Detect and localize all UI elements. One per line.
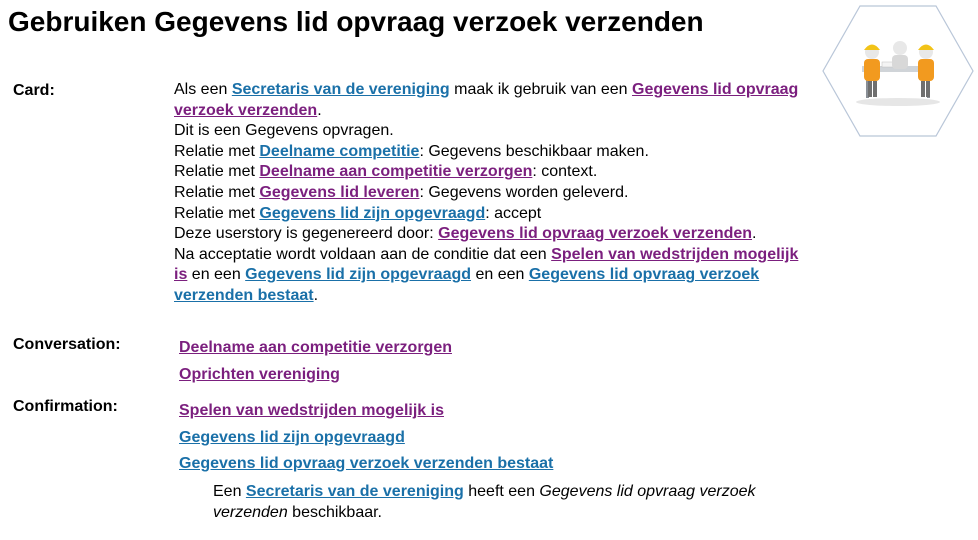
acceptance-line: Na acceptatie wordt voldaan aan de conditie dat een Spelen van wedstrijden mogelijk is en een Gegevens lid zijn opgevraagd en een Gegevens lid opvraag verzoek verzenden bestaat.: [174, 245, 799, 304]
link-deelname-competitie[interactable]: Deelname competitie: [259, 142, 420, 160]
confirmation-label: Confirmation:: [13, 398, 118, 415]
relation-line: Relatie met Gegevens lid zijn opgevraagd: accept: [174, 204, 542, 222]
link-gegevens-lid-opvraag-verzoek-verzenden[interactable]: Gegevens lid opvraag verzoek verzenden: [438, 225, 753, 243]
card-type-line: Dit is een Gegevens opvragen.: [174, 122, 394, 140]
link-deelname-aan-competitie-verzorgen[interactable]: Deelname aan competitie verzorgen: [179, 339, 452, 356]
link-gegevens-lid-opvraag-verzoek-verzenden[interactable]: Gegevens lid opvraag verzoek verzenden: [174, 81, 799, 119]
generated-by-line: Deze userstory is gegenereerd door: Gegevens lid opvraag verzoek verzenden.: [174, 225, 757, 243]
link-gegevens-lid-opvraag-verzoek-verzenden-bestaat[interactable]: Gegevens lid opvraag verzoek verzenden bestaat: [179, 455, 554, 472]
conversation-links: [179, 335, 452, 388]
relation-line: Relatie met Deelname competitie: Gegevens beschikbaar maken.: [174, 142, 649, 160]
relation-line: Relatie met Deelname aan competitie verzorgen: context.: [174, 163, 598, 181]
link-gegevens-lid-zijn-opgevraagd[interactable]: Gegevens lid zijn opgevraagd: [179, 428, 405, 446]
link-gegevens-lid-leveren[interactable]: Gegevens lid leveren: [259, 183, 420, 201]
page-title: Gebruiken Gegevens lid opvraag verzoek verzenden: [8, 6, 704, 37]
relation-line: Relatie met Gegevens lid leveren: Gegevens worden geleverd.: [174, 183, 629, 201]
link-deelname-aan-competitie-verzorgen[interactable]: Deelname aan competitie verzorgen: [259, 163, 533, 181]
card-label: Card:: [13, 82, 55, 99]
link-spelen-van-wedstrijden[interactable]: Spelen van wedstrijden mogelijk is: [174, 245, 799, 284]
confirmation-closing: Een Secretaris van de vereniging heeft een Gegevens lid opvraag verzoek verzenden beschikbaar.: [213, 483, 756, 521]
team-meeting-workers-icon: [822, 4, 974, 138]
confirmation-links: [179, 398, 553, 478]
link-gegevens-lid-opvraag-verzoek-verzenden-bestaat[interactable]: Gegevens lid opvraag verzoek verzenden bestaat: [174, 266, 760, 304]
link-secretaris[interactable]: Secretaris van de vereniging: [231, 81, 450, 98]
link-spelen-van-wedstrijden[interactable]: Spelen van wedstrijden mogelijk is: [179, 402, 444, 419]
card-intro-line: Als een Secretaris van de vereniging maak ik gebruik van een Gegevens lid opvraag verzoek verzenden.: [174, 81, 799, 119]
conversation-label: Conversation:: [13, 336, 121, 353]
link-secretaris[interactable]: Secretaris van de vereniging: [245, 483, 464, 500]
link-gegevens-lid-zijn-opgevraagd[interactable]: Gegevens lid zijn opgevraagd: [245, 266, 472, 284]
link-gegevens-lid-zijn-opgevraagd[interactable]: Gegevens lid zijn opgevraagd: [259, 204, 486, 222]
link-oprichten-vereniging[interactable]: Oprichten vereniging: [179, 365, 340, 383]
card-body: [174, 80, 814, 307]
